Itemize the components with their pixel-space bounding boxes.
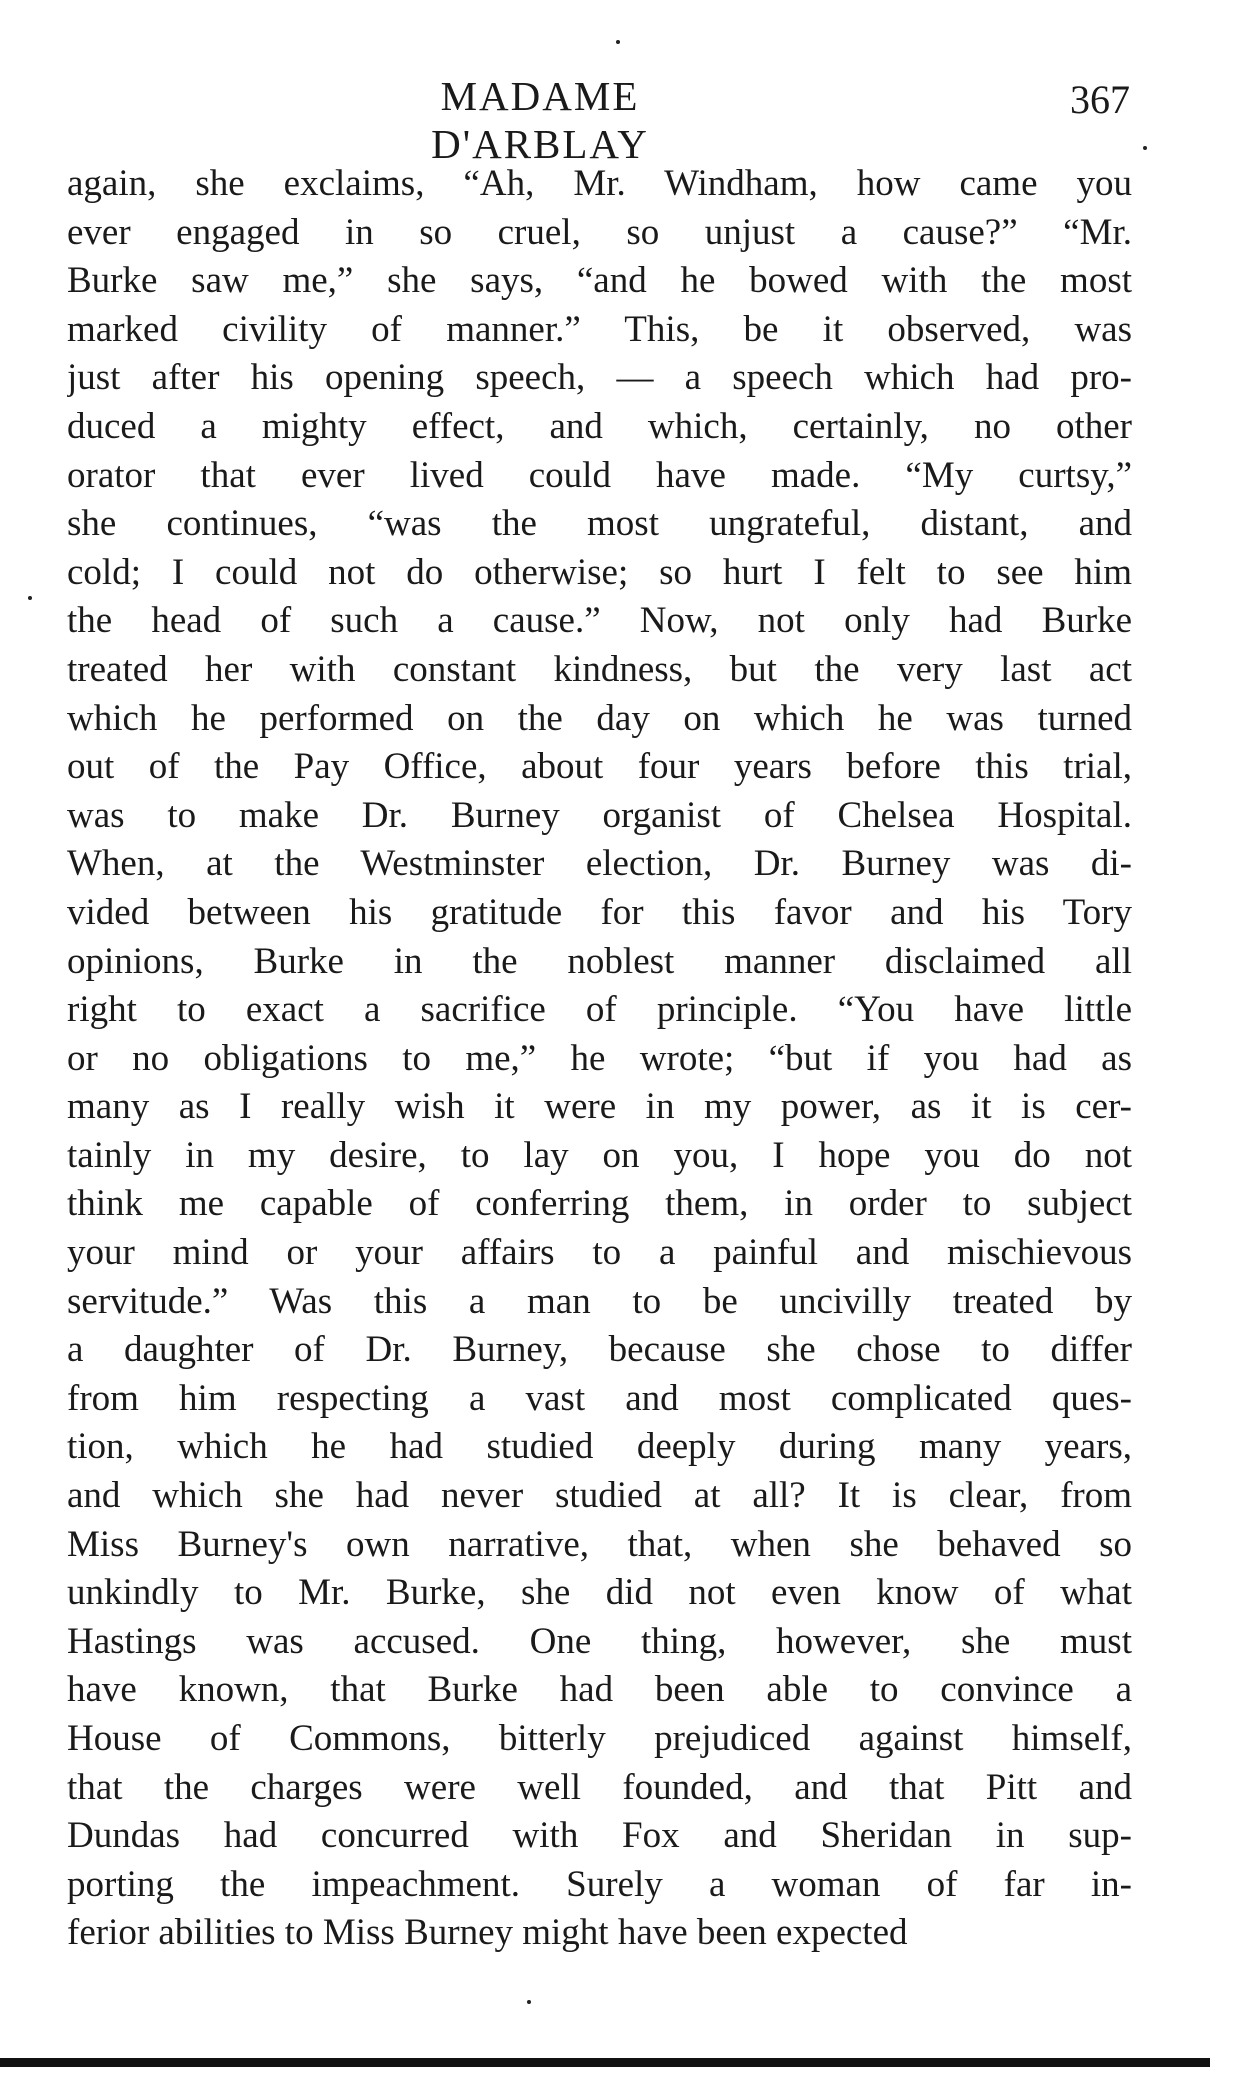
text-line: or no obligations to me,” he wrote; “but if you had as: [67, 1037, 1132, 1079]
bottom-rule: [0, 2058, 1210, 2067]
text-line: orator that ever lived could have made. “My curtsy,”: [67, 454, 1132, 496]
text-line: House of Commons, bitterly prejudiced against himself,: [67, 1718, 1132, 1759]
print-speck: [28, 596, 32, 600]
text-line: again, she exclaims, “Ah, Mr. Windham, how came you: [67, 163, 1132, 204]
text-line: tion, which he had studied deeply during many years,: [67, 1426, 1132, 1468]
text-line: right to exact a sacrifice of principle. “You have little: [67, 989, 1132, 1031]
text-line: treated her with constant kindness, but the very last act: [67, 648, 1132, 690]
page-number: 367: [1070, 77, 1130, 122]
text-line: from him respecting a vast and most complicated ques-: [67, 1377, 1132, 1419]
text-line: ever engaged in so cruel, so unjust a cause?” “Mr.: [67, 211, 1132, 253]
print-speck: [616, 40, 620, 44]
text-line: unkindly to Mr. Burke, she did not even know of what: [67, 1572, 1132, 1614]
text-line: marked civility of manner.” This, be it observed, was: [67, 308, 1132, 350]
text-line: Dundas had concurred with Fox and Sheridan in sup-: [67, 1815, 1132, 1857]
text-line: the head of such a cause.” Now, not only had Burke: [67, 600, 1132, 642]
text-line: porting the impeachment. Surely a woman of far in-: [67, 1863, 1132, 1905]
running-head: [70, 72, 1130, 167]
text-line: out of the Pay Office, about four years before this trial,: [67, 746, 1132, 788]
print-speck: [1143, 146, 1147, 150]
text-line: which he performed on the day on which he was turned: [67, 697, 1132, 739]
text-line: that the charges were well founded, and that Pitt and: [67, 1766, 1132, 1808]
text-line: Hastings was accused. One thing, however, she must: [67, 1620, 1132, 1662]
text-line: ferior abilities to Miss Burney might have been expected: [67, 1912, 908, 1954]
text-line: think me capable of conferring them, in order to subject: [67, 1183, 1132, 1225]
text-line: many as I really wish it were in my power, as it is cer-: [67, 1086, 1132, 1128]
text-line: your mind or your affairs to a painful and mischievous: [67, 1232, 1132, 1274]
text-line: was to make Dr. Burney organist of Chelsea Hospital.: [67, 794, 1132, 836]
text-line: she continues, “was the most ungrateful, distant, and: [67, 503, 1132, 545]
body-text: [67, 160, 1132, 1958]
text-line: servitude.” Was this a man to be uncivilly treated by: [67, 1280, 1132, 1322]
text-line: duced a mighty effect, and which, certainly, no other: [67, 405, 1132, 447]
text-line: Burke saw me,” she says, “and he bowed with the most: [67, 260, 1132, 302]
text-line: tainly in my desire, to lay on you, I hope you do not: [67, 1134, 1132, 1176]
text-line: When, at the Westminster election, Dr. Burney was di-: [67, 843, 1132, 885]
text-line: cold; I could not do otherwise; so hurt I felt to see him: [67, 551, 1132, 593]
text-line: and which she had never studied at all? It is clear, from: [67, 1475, 1132, 1517]
text-line: a daughter of Dr. Burney, because she chose to differ: [67, 1329, 1132, 1371]
text-line: Miss Burney's own narrative, that, when she behaved so: [67, 1523, 1132, 1565]
text-line: opinions, Burke in the noblest manner disclaimed all: [67, 940, 1132, 982]
text-line: just after his opening speech, — a speech which had pro-: [67, 357, 1132, 399]
running-title: MADAME D'ARBLAY: [431, 73, 649, 167]
text-line: have known, that Burke had been able to convince a: [67, 1669, 1132, 1711]
text-line: vided between his gratitude for this favor and his Tory: [67, 891, 1132, 933]
print-speck: [527, 2000, 531, 2004]
